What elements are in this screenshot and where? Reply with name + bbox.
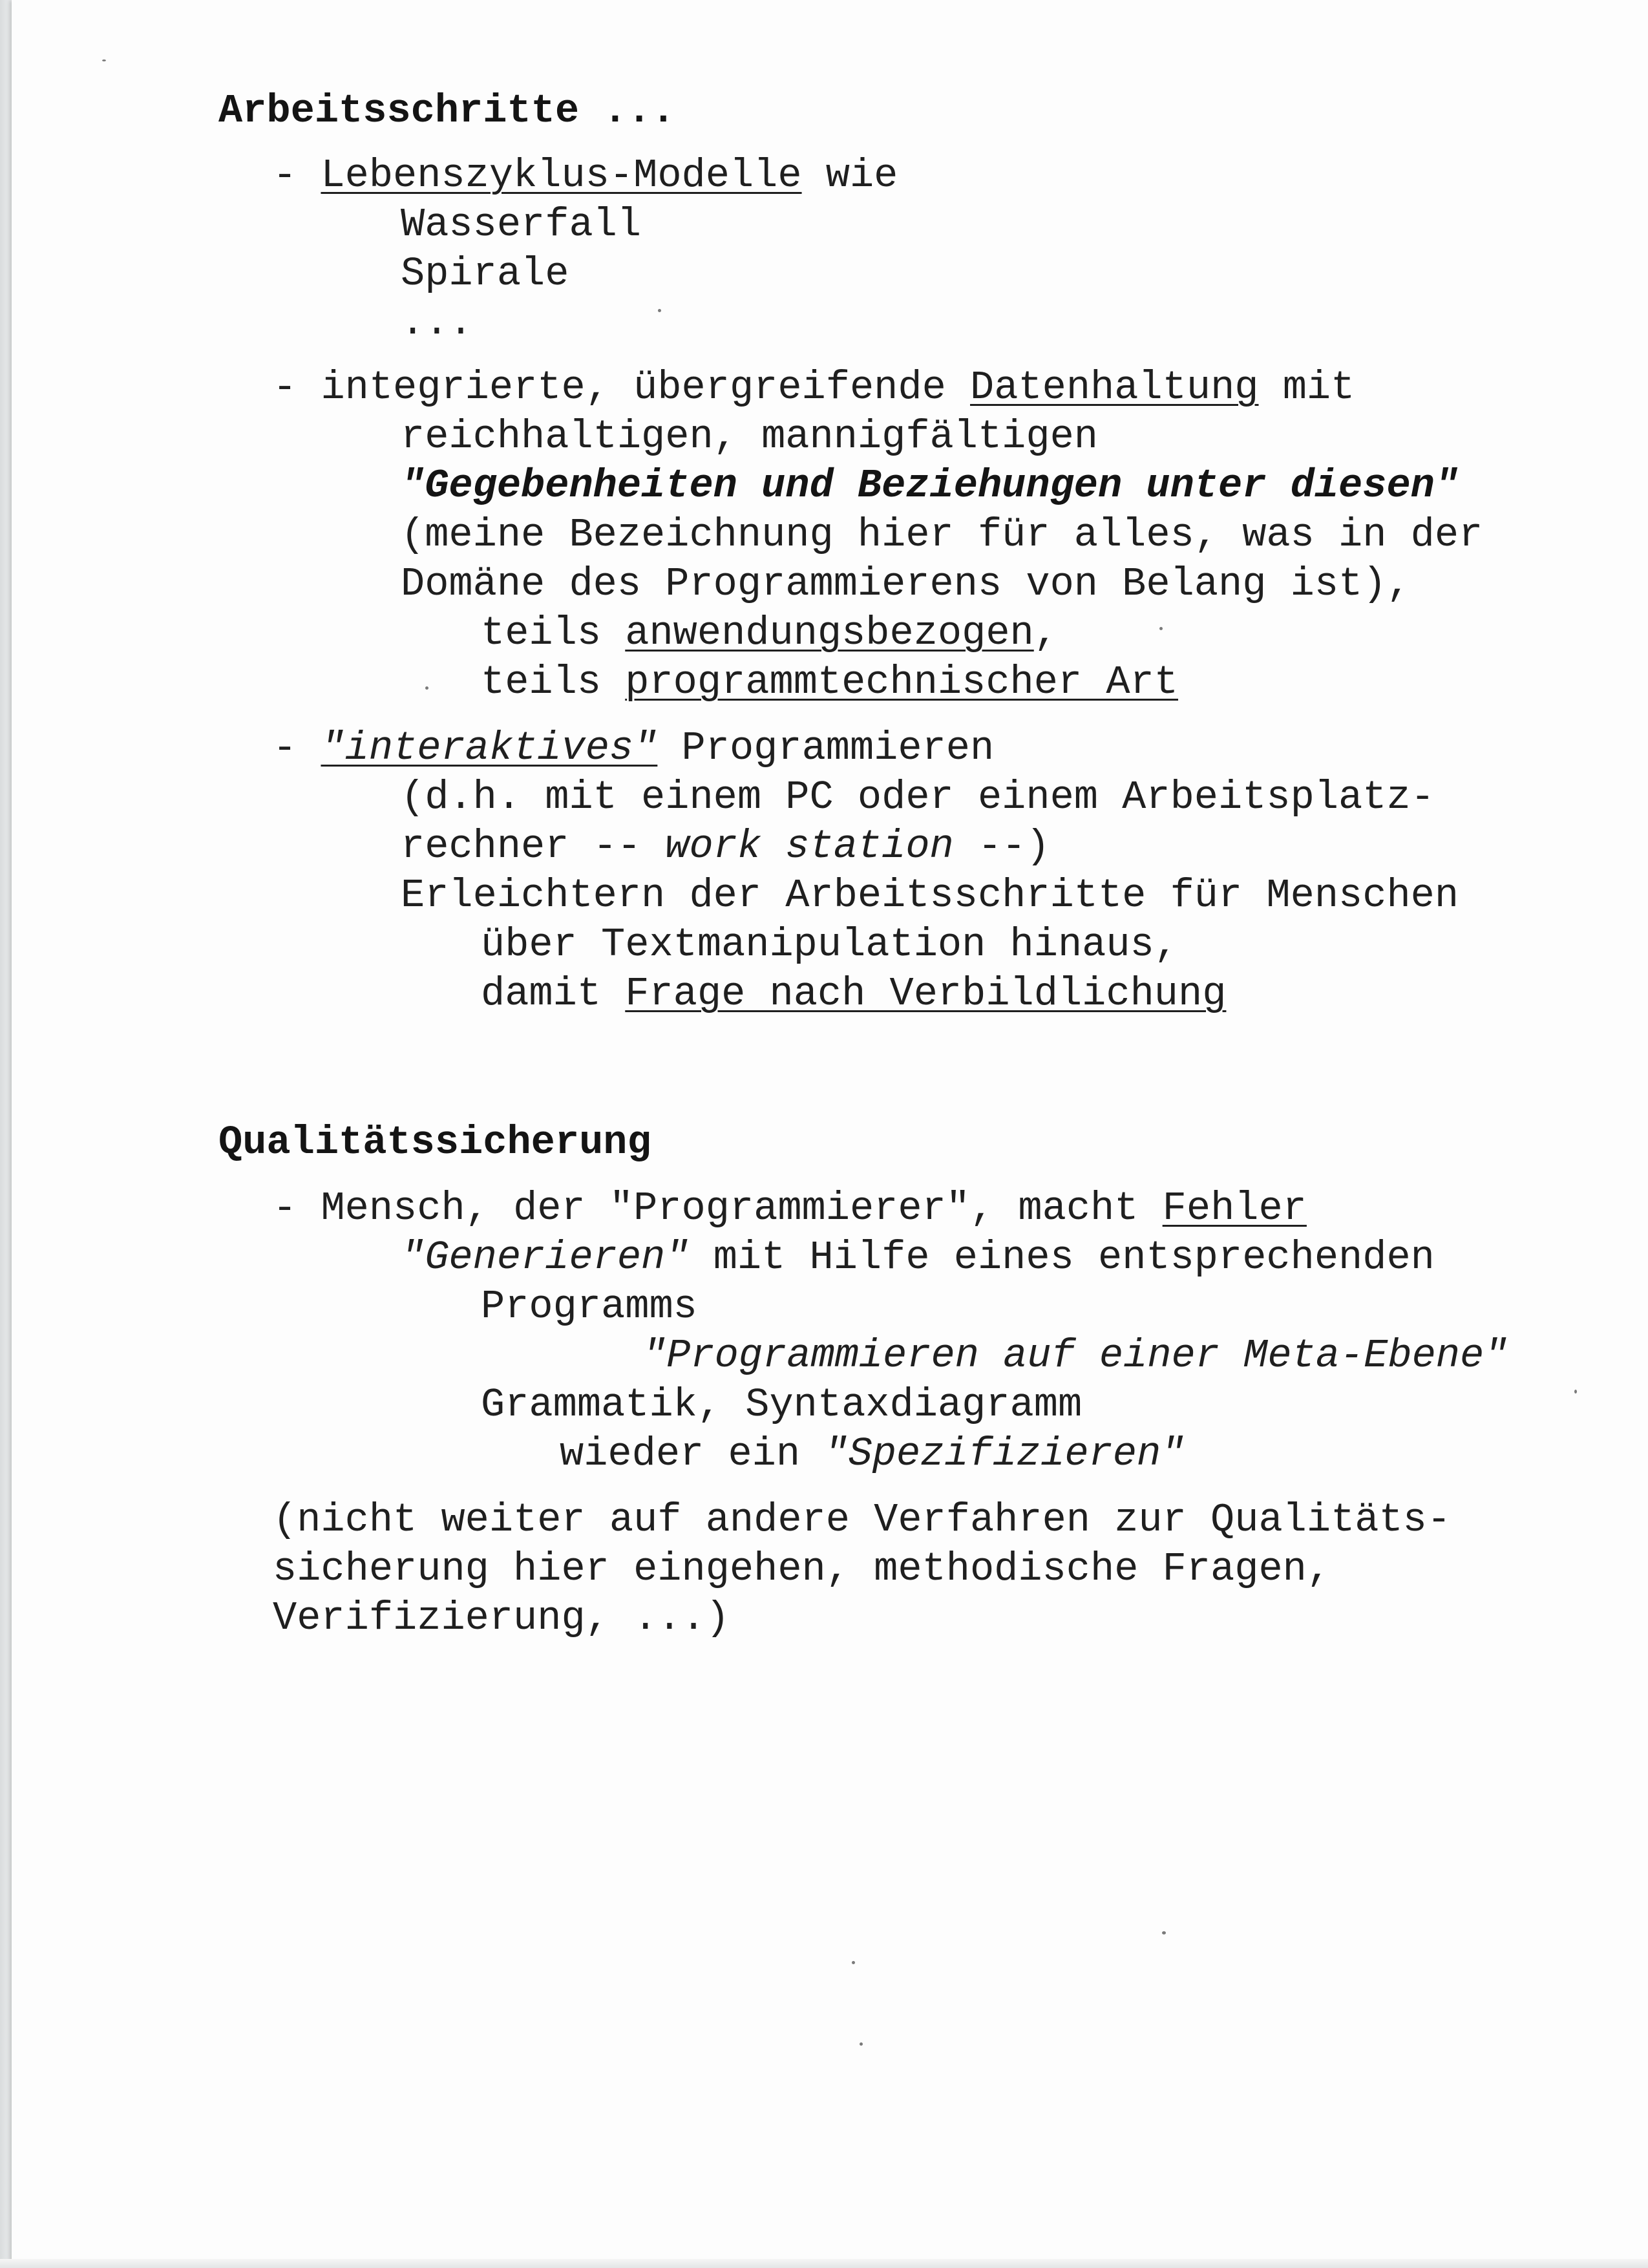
scan-speck bbox=[1574, 1390, 1577, 1394]
text-line-anwendungsbezogen: teils anwendungsbezogen, bbox=[481, 610, 1058, 656]
text-line: reichhaltigen, mannigfältigen bbox=[401, 414, 1098, 460]
term-interaktives: "interaktives" bbox=[321, 725, 658, 771]
text-line-verbildlichung: damit Frage nach Verbildlichung bbox=[481, 971, 1227, 1017]
text-line-programmtechnisch: teils programmtechnischer Art bbox=[481, 659, 1178, 705]
heading-qualitaetssicherung: Qualitätssicherung bbox=[218, 1119, 651, 1165]
scan-speck bbox=[658, 309, 661, 312]
term-programmtechnischer-art: programmtechnischer Art bbox=[625, 659, 1178, 705]
text-line-work-station: rechner -- work station --) bbox=[401, 823, 1050, 869]
note-line: sicherung hier eingehen, methodische Fragen, bbox=[273, 1546, 1331, 1592]
bullet-dash: - bbox=[273, 1185, 297, 1231]
emphasis-meta-ebene: "Programmieren auf einer Meta-Ebene" bbox=[642, 1333, 1508, 1379]
emphasis-generieren: "Generieren" bbox=[401, 1235, 690, 1280]
note-line: Verifizierung, ...) bbox=[273, 1595, 730, 1641]
term-fehler: Fehler bbox=[1162, 1185, 1307, 1231]
emphasis-work-station: work station bbox=[665, 823, 954, 869]
text-line: Erleichtern der Arbeitsschritte für Menschen bbox=[401, 873, 1459, 918]
sub-item-ellipsis: ... bbox=[401, 300, 473, 346]
page-edge-left bbox=[0, 0, 12, 2268]
sub-item-wasserfall: Wasserfall bbox=[401, 202, 642, 248]
sub-item-spirale: Spirale bbox=[401, 251, 569, 297]
bullet-dash: - bbox=[273, 153, 297, 198]
text-line-generieren: "Generieren" mit Hilfe eines entsprechenden bbox=[401, 1235, 1435, 1280]
text-line: (d.h. mit einem PC oder einem Arbeitsplatz- bbox=[401, 774, 1435, 820]
bullet-dash: - bbox=[273, 365, 297, 410]
text-line: Programms bbox=[481, 1284, 697, 1330]
list-item-interaktives: - "interaktives" Programmieren bbox=[273, 725, 995, 771]
text-line-spezifizieren: wieder ein "Spezifizieren" bbox=[560, 1431, 1185, 1477]
term-anwendungsbezogen: anwendungsbezogen bbox=[625, 610, 1034, 656]
scan-speck bbox=[852, 1961, 855, 1964]
list-item-fehler: - Mensch, der "Programmierer", macht Fehler bbox=[273, 1185, 1307, 1231]
term-datenhaltung: Datenhaltung bbox=[970, 365, 1259, 410]
note-line: (nicht weiter auf andere Verfahren zur Qualitäts- bbox=[273, 1497, 1452, 1543]
term-frage-nach-verbildlichung: Frage nach Verbildlichung bbox=[625, 971, 1227, 1017]
text-line: (meine Bezeichnung hier für alles, was in der bbox=[401, 512, 1483, 558]
list-item-lebenszyklus: - Lebenszyklus-Modelle wie bbox=[273, 153, 898, 198]
scan-speck bbox=[425, 686, 428, 690]
heading-arbeitsschritte: Arbeitsschritte ... bbox=[218, 88, 675, 134]
bullet-dash: - bbox=[273, 725, 297, 771]
scan-speck bbox=[860, 2042, 863, 2046]
text-line: Domäne des Programmierens von Belang ist), bbox=[401, 561, 1411, 607]
document-page bbox=[12, 0, 1648, 2268]
list-item-datenhaltung: - integrierte, übergreifende Datenhaltung mit bbox=[273, 365, 1355, 410]
text-line: Grammatik, Syntaxdiagramm bbox=[481, 1382, 1083, 1428]
scan-speck bbox=[1162, 1931, 1166, 1934]
emphasis-spezifizieren: "Spezifizieren" bbox=[824, 1431, 1185, 1477]
term-lebenszyklus-modelle: Lebenszyklus-Modelle bbox=[321, 153, 802, 198]
emphasis-gegebenheiten: "Gegebenheiten und Beziehungen unter diesen" bbox=[401, 463, 1459, 509]
scan-speck bbox=[1159, 627, 1163, 630]
scan-speck bbox=[102, 59, 106, 61]
page-edge-bottom bbox=[0, 2259, 1648, 2268]
text-line: über Textmanipulation hinaus, bbox=[481, 922, 1178, 968]
